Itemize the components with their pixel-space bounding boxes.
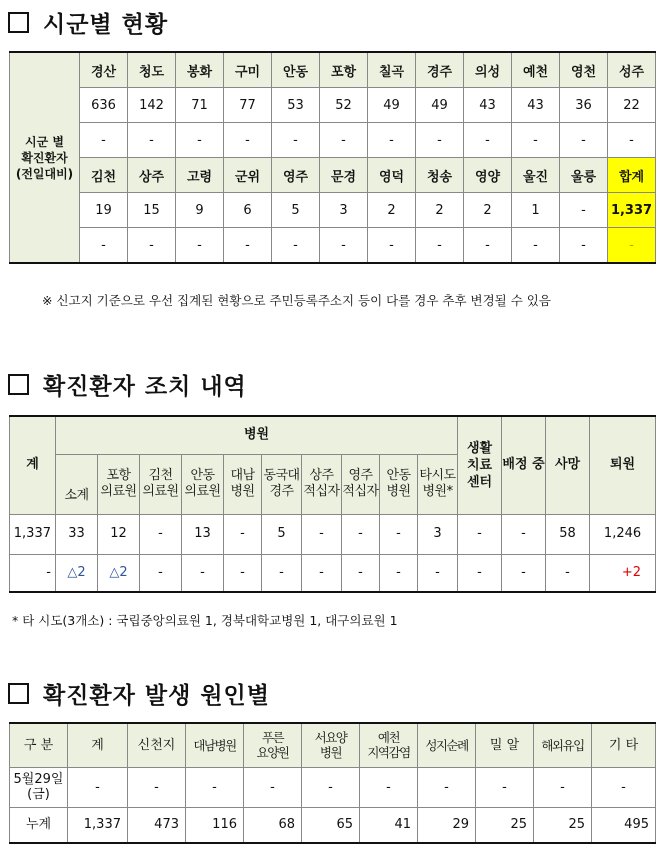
cause-daily-value: -: [186, 767, 244, 807]
region-change: -: [224, 123, 272, 158]
hospital-subheader: 동국대 경주: [262, 454, 302, 514]
region-change: -: [368, 123, 416, 158]
region-count: 52: [320, 88, 368, 123]
region-name: 의성: [464, 52, 512, 88]
cause-cumulative-value: 65: [302, 807, 360, 843]
region-change: -: [80, 123, 128, 158]
cause-daily-value: -: [244, 767, 302, 807]
section2-title: 확진환자 조치 내역: [8, 368, 247, 401]
action-change: -: [458, 554, 502, 592]
region-change: -: [464, 123, 512, 158]
region-count: 9: [176, 193, 224, 228]
region-count: 2: [368, 193, 416, 228]
cause-cumulative-value: 29: [418, 807, 476, 843]
region-name: 경산: [80, 52, 128, 88]
region-change: -: [560, 228, 608, 264]
total-label: 합계: [608, 158, 656, 193]
region-change: -: [272, 123, 320, 158]
cause-cumulative-value: 68: [244, 807, 302, 843]
region-change: -: [176, 123, 224, 158]
action-count: -: [458, 514, 502, 554]
action-count: -: [380, 514, 418, 554]
region-count: 77: [224, 88, 272, 123]
cause-daily-value: -: [592, 767, 656, 807]
checkbox-square-icon: [8, 12, 29, 33]
region-change: -: [128, 228, 176, 264]
region-name: 울진: [512, 158, 560, 193]
cause-header: 예천 지역감염: [360, 723, 418, 767]
hospital-subheader: 안동 병원: [380, 454, 418, 514]
region-count: 636: [80, 88, 128, 123]
region-change: -: [416, 228, 464, 264]
cause-cumulative-value: 25: [476, 807, 534, 843]
region-name: 영덕: [368, 158, 416, 193]
region-count: 142: [128, 88, 176, 123]
action-change: -: [502, 554, 546, 592]
section1-note: ※ 신고지 기준으로 우선 집계된 현황으로 주민등록주소지 등이 다를 경우 추후 변경될 수 있음: [42, 293, 551, 308]
region-name: 성주: [608, 52, 656, 88]
section1-title: 시군별 현황: [8, 6, 168, 39]
cause-header: 푸른 요양원: [244, 723, 302, 767]
region-count: 19: [80, 193, 128, 228]
region-name: 김천: [80, 158, 128, 193]
region-count: 5: [272, 193, 320, 228]
action-count: 5: [262, 514, 302, 554]
region-count: 22: [608, 88, 656, 123]
region-name: 예천: [512, 52, 560, 88]
region-count: 43: [512, 88, 560, 123]
region-name: 봉화: [176, 52, 224, 88]
region-name: 영양: [464, 158, 512, 193]
region-name: 경주: [416, 52, 464, 88]
action-change: +2: [590, 554, 656, 592]
cause-cumulative-value: 41: [360, 807, 418, 843]
region-name: 청송: [416, 158, 464, 193]
action-change: △2: [98, 554, 140, 592]
region-name: 고령: [176, 158, 224, 193]
region-count: 36: [560, 88, 608, 123]
cause-cumulative-value: 25: [534, 807, 592, 843]
region-change: -: [368, 228, 416, 264]
region-change: -: [128, 123, 176, 158]
hospital-subheader: 소계: [56, 454, 98, 514]
action-change: -: [140, 554, 182, 592]
action-change: -: [342, 554, 380, 592]
region-change: -: [80, 228, 128, 264]
action-count: 12: [98, 514, 140, 554]
section2-note: * 타 시도(3개소) : 국립중앙의료원 1, 경북대학교병원 1, 대구의료원 1: [12, 613, 398, 628]
action-count: -: [224, 514, 262, 554]
region-name: 청도: [128, 52, 176, 88]
region-name: 포항: [320, 52, 368, 88]
region-count: 1: [512, 193, 560, 228]
infection-cause-table: [9, 722, 656, 844]
action-change: -: [302, 554, 342, 592]
region-name: 칠곡: [368, 52, 416, 88]
region-name: 문경: [320, 158, 368, 193]
region-change: -: [464, 228, 512, 264]
action-count: -: [342, 514, 380, 554]
cause-cumulative-value: 495: [592, 807, 656, 843]
region-change: -: [512, 123, 560, 158]
cause-daily-value: -: [360, 767, 418, 807]
hospital-subheader: 타시도 병원*: [418, 454, 458, 514]
region-change: -: [320, 123, 368, 158]
hospital-subheader: 포항 의료원: [98, 454, 140, 514]
cause-header: 대남병원: [186, 723, 244, 767]
region-count: 49: [416, 88, 464, 123]
patient-action-table: [9, 415, 656, 593]
region-name: 울릉: [560, 158, 608, 193]
cause-daily-value: -: [418, 767, 476, 807]
region-count: 3: [320, 193, 368, 228]
cause-header: 해외유입: [534, 723, 592, 767]
action-change: -: [224, 554, 262, 592]
action-count: -: [302, 514, 342, 554]
region-name: 안동: [272, 52, 320, 88]
region-name: 상주: [128, 158, 176, 193]
side-label: 시군 별 확진환자 (전일대비): [10, 52, 80, 263]
waiting-header: 배정 중: [502, 416, 546, 514]
cause-header: 계: [68, 723, 128, 767]
section3-title: 확진환자 발생 원인별: [8, 677, 270, 710]
region-count: 49: [368, 88, 416, 123]
action-count: 13: [182, 514, 224, 554]
region-change: -: [176, 228, 224, 264]
region-change: -: [608, 123, 656, 158]
cause-daily-value: -: [302, 767, 360, 807]
date-label: 5월29일 (금): [10, 767, 68, 807]
cause-cumulative-value: 473: [128, 807, 186, 843]
action-change: -: [10, 554, 56, 592]
checkbox-square-icon: [8, 683, 29, 704]
region-name: 영천: [560, 52, 608, 88]
col-total-header: 계: [10, 416, 56, 514]
region-change: -: [416, 123, 464, 158]
action-count: 1,246: [590, 514, 656, 554]
hospital-subheader: 김천 의료원: [140, 454, 182, 514]
checkbox-square-icon: [8, 374, 29, 395]
action-change: -: [418, 554, 458, 592]
action-count: 33: [56, 514, 98, 554]
cause-header: 기 타: [592, 723, 656, 767]
region-change: -: [224, 228, 272, 264]
region-count: 2: [416, 193, 464, 228]
action-change: -: [380, 554, 418, 592]
cumulative-label: 누계: [10, 807, 68, 843]
action-count: 58: [546, 514, 590, 554]
region-change: -: [512, 228, 560, 264]
discharged-header: 퇴원: [590, 416, 656, 514]
cause-daily-value: -: [68, 767, 128, 807]
living-center-header: 생활 치료 센터: [458, 416, 502, 514]
cause-daily-value: -: [476, 767, 534, 807]
cause-header: 구 분: [10, 723, 68, 767]
action-change: -: [546, 554, 590, 592]
region-change: -: [560, 123, 608, 158]
cause-header: 밀 알: [476, 723, 534, 767]
hospital-group-header: 병원: [56, 416, 458, 454]
cause-header: 성지순례: [418, 723, 476, 767]
action-count: 3: [418, 514, 458, 554]
region-count: 43: [464, 88, 512, 123]
region-name: 구미: [224, 52, 272, 88]
total-change: -: [608, 228, 656, 264]
cause-cumulative-value: 1,337: [68, 807, 128, 843]
action-change: △2: [56, 554, 98, 592]
action-count: -: [502, 514, 546, 554]
cause-header: 서요양 병원: [302, 723, 360, 767]
region-count: 53: [272, 88, 320, 123]
cause-daily-value: -: [534, 767, 592, 807]
action-count: 1,337: [10, 514, 56, 554]
region-status-table: [9, 51, 656, 264]
region-name: 영주: [272, 158, 320, 193]
region-name: 군위: [224, 158, 272, 193]
region-count: 15: [128, 193, 176, 228]
death-header: 사망: [546, 416, 590, 514]
action-change: -: [182, 554, 224, 592]
action-change: -: [262, 554, 302, 592]
region-count: -: [560, 193, 608, 228]
cause-daily-value: -: [128, 767, 186, 807]
hospital-subheader: 영주 적십자: [342, 454, 380, 514]
region-count: 71: [176, 88, 224, 123]
region-count: 6: [224, 193, 272, 228]
cause-cumulative-value: 116: [186, 807, 244, 843]
cause-header: 신천지: [128, 723, 186, 767]
total-count: 1,337: [608, 193, 656, 228]
region-change: -: [320, 228, 368, 264]
region-change: -: [272, 228, 320, 264]
hospital-subheader: 안동 의료원: [182, 454, 224, 514]
hospital-subheader: 상주 적십자: [302, 454, 342, 514]
region-count: 2: [464, 193, 512, 228]
action-count: -: [140, 514, 182, 554]
hospital-subheader: 대남 병원: [224, 454, 262, 514]
